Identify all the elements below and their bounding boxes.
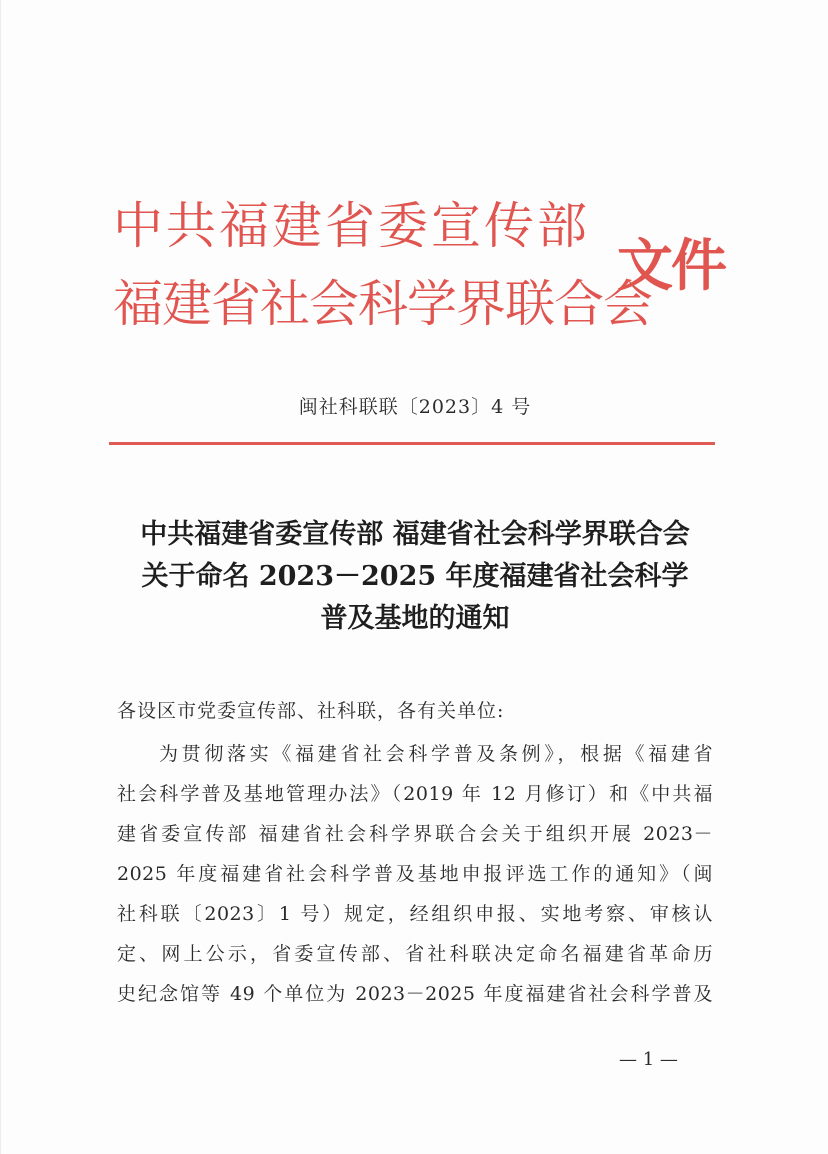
paragraph-line: 建省委宣传部 福建省社会科学界联合会关于组织开展 2023－ <box>117 823 713 845</box>
paragraph-line: 社科联〔2023〕1 号）规定，经组织申报、实地考察、审核认 <box>117 903 713 925</box>
paragraph-line: 社会科学普及基地管理办法》（2019 年 12 月修订）和《中共福 <box>117 783 713 805</box>
page-number: — 1 — <box>619 1049 678 1070</box>
paragraph-line: 史纪念馆等 49 个单位为 2023－2025 年度福建省社会科学普及 <box>117 983 713 1005</box>
document-title <box>61 514 769 640</box>
paragraph-line: 2025 年度福建省社会科学普及基地申报评选工作的通知》（闽 <box>117 863 713 885</box>
paragraph-line: 定、网上公示，省委宣传部、省社科联决定命名福建省革命历 <box>117 943 713 965</box>
issuing-org-line-1: 中共福建省委宣传部 <box>113 197 590 255</box>
document-number: 闽社科联联〔2023〕4 号 <box>298 396 532 418</box>
document-type-label: 文件 <box>617 233 725 299</box>
title-line-2: 关于命名 2023－2025 年度福建省社会科学 <box>141 561 689 592</box>
title-line-1: 中共福建省委宣传部 福建省社会科学界联合会 <box>140 519 690 550</box>
body-paragraph <box>117 734 713 1014</box>
salutation: 各设区市党委宣传部、社科联，各有关单位: <box>117 700 505 722</box>
red-divider-line <box>109 442 715 445</box>
title-line-3: 普及基地的通知 <box>320 603 510 634</box>
issuing-org-line-2: 福建省社会科学界联合会 <box>113 275 652 333</box>
paragraph-line: 为贯彻落实《福建省社会科学普及条例》，根据《福建省 <box>159 743 713 765</box>
